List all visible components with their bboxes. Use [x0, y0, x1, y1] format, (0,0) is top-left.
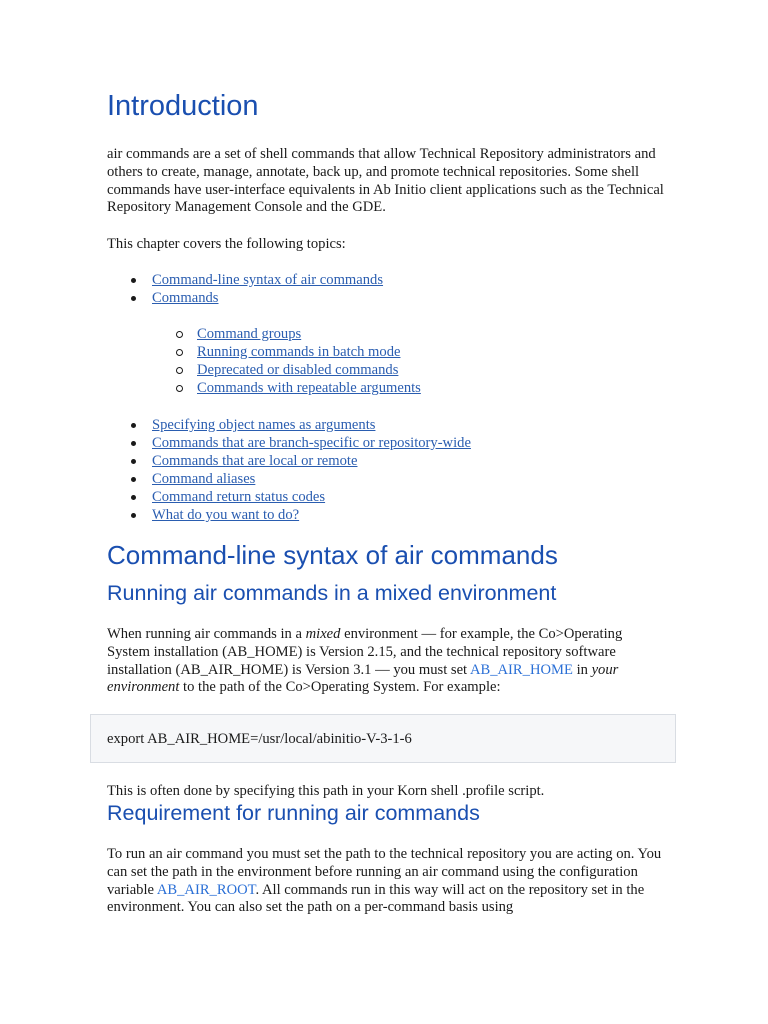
- topic-list-item: [197, 343, 421, 361]
- bullet-icon: [131, 296, 136, 301]
- bullet-icon: [131, 495, 136, 500]
- topic-link[interactable]: Running commands in batch mode: [197, 344, 401, 360]
- topic-list-item: [152, 452, 471, 470]
- topic-link[interactable]: Commands with repeatable arguments: [197, 380, 421, 396]
- topic-list-item: [152, 434, 471, 452]
- topics-lead: This chapter covers the following topics:: [107, 236, 346, 252]
- mixed-environment-paragraph: When running air commands in a mixed environment — for example, the Co>Operating System installation (AB_HOME) is Version 2.15, and the technical repository software installation (AB_AIR_HOME) is Version 3.1 — you must set AB_AIR_HOME in your environment to the path of the Co>Operating System. For example:: [107, 626, 623, 696]
- topic-link[interactable]: Deprecated or disabled commands: [197, 362, 399, 378]
- section-heading-mixed-environment: Running air commands in a mixed environment: [107, 581, 557, 605]
- topic-link[interactable]: Specifying object names as arguments: [152, 417, 376, 433]
- topic-link[interactable]: Commands that are branch-specific or repository-wide: [152, 435, 471, 451]
- bullet-icon: [131, 441, 136, 446]
- topic-link[interactable]: What do you want to do?: [152, 507, 300, 523]
- requirement-paragraph: To run an air command you must set the path to the technical repository you are acting on. You can set the path in the environment before running an air command using the configuration variable AB_AIR_ROOT. All commands run in this way will act on the repository set in the environment. You can also set the path on a per-command basis using: [107, 846, 662, 916]
- topic-list-item: [152, 506, 471, 524]
- bullet-icon: [176, 385, 183, 392]
- bullet-icon: [131, 477, 136, 482]
- topic-list-item: [152, 470, 471, 488]
- topic-link[interactable]: Command groups: [197, 326, 302, 342]
- bullet-icon: [176, 331, 183, 338]
- topic-list-item: [197, 361, 421, 379]
- bullet-icon: [131, 278, 136, 283]
- topic-list-item: [197, 379, 421, 397]
- topic-list-item: [152, 271, 383, 289]
- topic-list: [152, 271, 383, 307]
- topic-link[interactable]: Command-line syntax of air commands: [152, 272, 384, 288]
- section-heading-syntax: Command-line syntax of air commands: [107, 540, 558, 570]
- bullet-icon: [131, 459, 136, 464]
- bullet-icon: [131, 423, 136, 428]
- bullet-icon: [131, 513, 136, 518]
- bullet-icon: [176, 367, 183, 374]
- topic-list-item: [152, 416, 471, 434]
- env-variable-ab-air-root: AB_AIR_ROOT: [156, 881, 256, 898]
- topic-link[interactable]: Commands: [152, 290, 219, 306]
- topic-list-item: [152, 488, 471, 506]
- env-variable-ab-air-home: AB_AIR_HOME: [469, 661, 573, 678]
- page-title: Introduction: [107, 90, 259, 122]
- intro-paragraph: air commands are a set of shell commands that allow Technical Repository administrators and others to create, manage, annotate, back up, and promote technical repositories. Some shell commands have user-interface equivalents in Ab Initio client applications such as the Technical Repository Management Console and the GDE.: [107, 146, 664, 216]
- topic-list-item: [197, 325, 421, 343]
- topic-list-item: [152, 289, 383, 307]
- topic-link[interactable]: Commands that are local or remote: [152, 453, 358, 469]
- code-line: export AB_AIR_HOME=/usr/local/abinitio-V-3-1-6: [107, 731, 412, 747]
- topic-link[interactable]: Command aliases: [152, 471, 256, 487]
- topic-sublist: [197, 325, 421, 397]
- bullet-icon: [176, 349, 183, 356]
- code-block: [90, 714, 676, 763]
- topic-list-continued: [152, 416, 471, 524]
- topic-link[interactable]: Command return status codes: [152, 489, 326, 505]
- section-heading-requirement: Requirement for running air commands: [107, 801, 480, 825]
- profile-note: This is often done by specifying this path in your Korn shell .profile script.: [107, 783, 545, 799]
